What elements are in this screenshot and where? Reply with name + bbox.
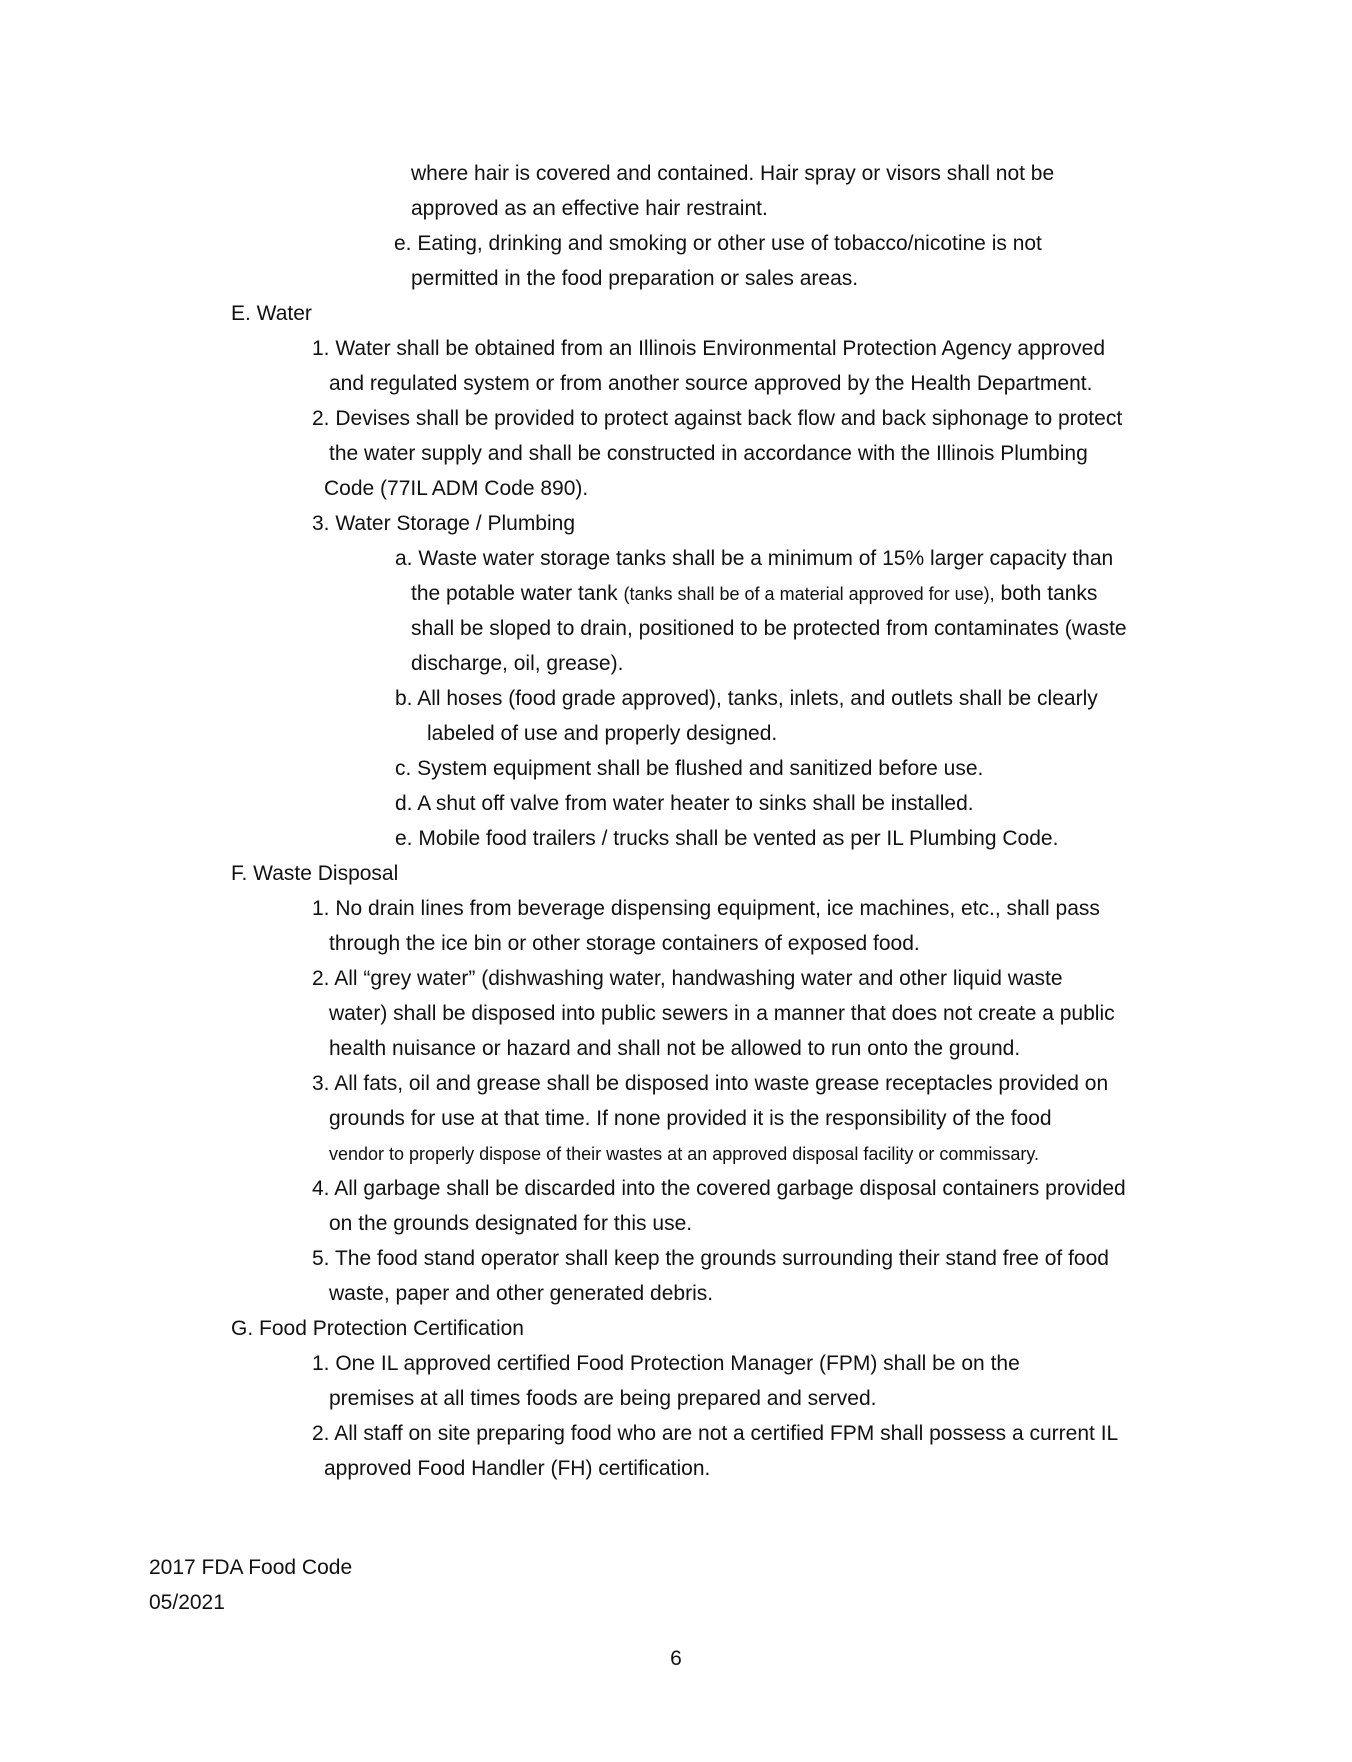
cert-item-2-line-1: 2. All staff on site preparing food who are not a certified FPM shall possess a current IL [312, 1422, 1119, 1445]
water-sub-a-line-2-main: the potable water tank [411, 582, 624, 605]
waste-item-4-line-2: on the grounds designated for this use. [329, 1212, 693, 1235]
cert-item-2-line-2: approved Food Handler (FH) certification. [324, 1457, 711, 1480]
section-heading-waste-disposal: F. Waste Disposal [231, 862, 399, 885]
footer-date: 05/2021 [149, 1591, 225, 1614]
water-item-2-line-2: the water supply and shall be constructed in accordance with the Illinois Plumbing [329, 442, 1088, 465]
section-heading-food-protection: G. Food Protection Certification [231, 1317, 524, 1340]
waste-item-5-line-1: 5. The food stand operator shall keep the grounds surrounding their stand free of food [312, 1247, 1109, 1270]
water-sub-a-line-2 [411, 581, 1097, 607]
water-item-2-line-3: Code (77IL ADM Code 890). [324, 477, 589, 500]
water-item-1-line-1: 1. Water shall be obtained from an Illinois Environmental Protection Agency approved [312, 337, 1105, 360]
waste-item-1-line-2: through the ice bin or other storage containers of exposed food. [329, 932, 920, 955]
water-sub-a-line-2-end: both tanks [994, 582, 1098, 605]
waste-item-1-line-1: 1. No drain lines from beverage dispensing equipment, ice machines, etc., shall pass [312, 897, 1100, 920]
waste-item-3-line-3: vendor to properly dispose of their wastes at an approved disposal facility or commissary. [329, 1144, 1039, 1164]
waste-item-3-line-1: 3. All fats, oil and grease shall be disposed into waste grease receptacles provided on [312, 1072, 1109, 1095]
water-sub-d: d. A shut off valve from water heater to sinks shall be installed. [395, 792, 974, 815]
waste-item-2-line-3: health nuisance or hazard and shall not be allowed to run onto the ground. [329, 1037, 1021, 1060]
water-item-3: 3. Water Storage / Plumbing [312, 512, 576, 535]
water-sub-b-line-2: labeled of use and properly designed. [427, 722, 778, 745]
footer-code-label: 2017 FDA Food Code [149, 1556, 353, 1579]
water-sub-a-line-4: discharge, oil, grease). [411, 652, 624, 675]
intro-continuation-line-2: approved as an effective hair restraint. [411, 197, 768, 220]
intro-continuation-line-1: where hair is covered and contained. Hair spray or visors shall not be [411, 162, 1055, 185]
cert-item-1-line-2: premises at all times foods are being prepared and served. [329, 1387, 877, 1410]
water-item-2-line-1: 2. Devises shall be provided to protect against back flow and back siphonage to protect [312, 407, 1123, 430]
water-sub-a-line-3: shall be sloped to drain, positioned to be protected from contaminates (waste [411, 617, 1127, 640]
intro-item-e-line-2: permitted in the food preparation or sales areas. [411, 267, 859, 290]
waste-item-4-line-1: 4. All garbage shall be discarded into the covered garbage disposal containers provided [312, 1177, 1126, 1200]
waste-item-3-line-2: grounds for use at that time. If none provided it is the responsibility of the food [329, 1107, 1052, 1130]
waste-item-2-line-1: 2. All “grey water” (dishwashing water, handwashing water and other liquid waste [312, 967, 1063, 990]
water-sub-b-line-1: b. All hoses (food grade approved), tanks, inlets, and outlets shall be clearly [395, 687, 1098, 710]
waste-item-2-line-2: water) shall be disposed into public sewers in a manner that does not create a public [329, 1002, 1115, 1025]
waste-item-5-line-2: waste, paper and other generated debris. [329, 1282, 714, 1305]
section-heading-water: E. Water [231, 302, 312, 325]
intro-item-e-line-1: e. Eating, drinking and smoking or other use of tobacco/nicotine is not [394, 232, 1042, 255]
cert-item-1-line-1: 1. One IL approved certified Food Protection Manager (FPM) shall be on the [312, 1352, 1020, 1375]
water-sub-a-line-2-note: (tanks shall be of a material approved for use), [623, 584, 995, 604]
page-number: 6 [670, 1647, 682, 1670]
water-item-1-line-2: and regulated system or from another source approved by the Health Department. [329, 372, 1093, 395]
water-sub-c: c. System equipment shall be flushed and sanitized before use. [395, 757, 984, 780]
water-sub-e: e. Mobile food trailers / trucks shall be vented as per IL Plumbing Code. [395, 827, 1059, 850]
water-sub-a-line-1: a. Waste water storage tanks shall be a minimum of 15% larger capacity than [395, 547, 1114, 570]
